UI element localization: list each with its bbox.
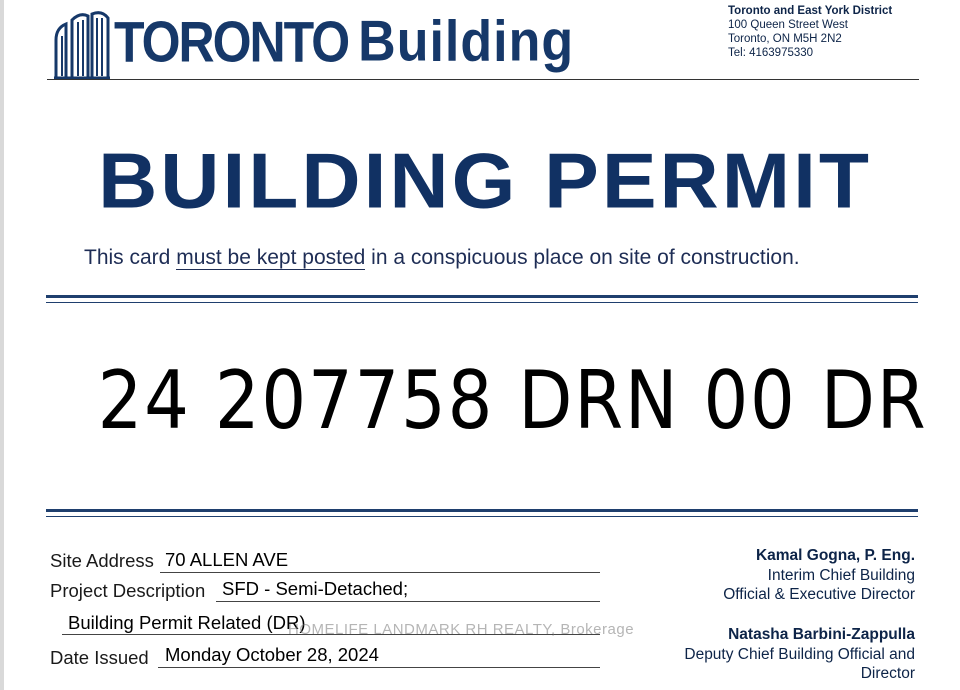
date-issued-line [158,667,600,668]
project-description-line [216,601,600,602]
district-street: 100 Queen Street West [728,19,848,31]
header-divider [47,79,919,80]
project-description-value-cont: Building Permit Related (DR) [68,612,306,633]
signatory-chief-title-2: Official & Executive Director [723,586,915,603]
notice-text-start: This card [84,246,177,269]
date-issued-label: Date Issued [50,647,149,668]
brokerage-watermark: HOMELIFE LANDMARK RH REALTY, Brokerage [288,621,635,638]
page-edge [0,0,4,690]
posting-notice [84,246,800,270]
notice-text-end: in a conspicuous place on site of construction. [365,246,800,269]
signatory-chief-name: Kamal Gogna, P. Eng. [755,547,915,564]
district-address [728,4,892,60]
project-description-label: Project Description [50,580,206,601]
logo-building-text: Building [358,10,575,74]
signatory-deputy [684,625,915,684]
permit-number: 24 207758 DRN 00 DR [97,354,928,447]
divider-upper [46,295,918,303]
logo-toronto-text: TORONTO [114,9,349,75]
page-title: BUILDING PERMIT [98,138,872,225]
district-name: Toronto and East York District [728,5,893,17]
site-address-label: Site Address [50,550,154,571]
divider-lower [46,509,918,517]
signatory-deputy-name: Natasha Barbini-Zappulla [728,626,915,643]
signatory-chief-title-1: Interim Chief Building [767,566,915,584]
signatory-deputy-title-2: Director [860,665,915,682]
site-address-line [160,572,600,573]
signatory-chief [723,546,915,605]
date-issued-value: Monday October 28, 2024 [165,644,379,665]
city-hall-icon [54,10,110,80]
signatory-deputy-title-1: Deputy Chief Building Official and [684,645,915,663]
district-city: Toronto, ON M5H 2N2 [728,33,842,45]
notice-underlined-text: must be kept posted [176,246,366,269]
project-description-value: SFD - Semi-Detached; [222,578,409,599]
site-address-value: 70 ALLEN AVE [165,549,289,570]
district-tel: Tel: 4163975330 [728,47,814,59]
toronto-building-logo [54,6,575,82]
